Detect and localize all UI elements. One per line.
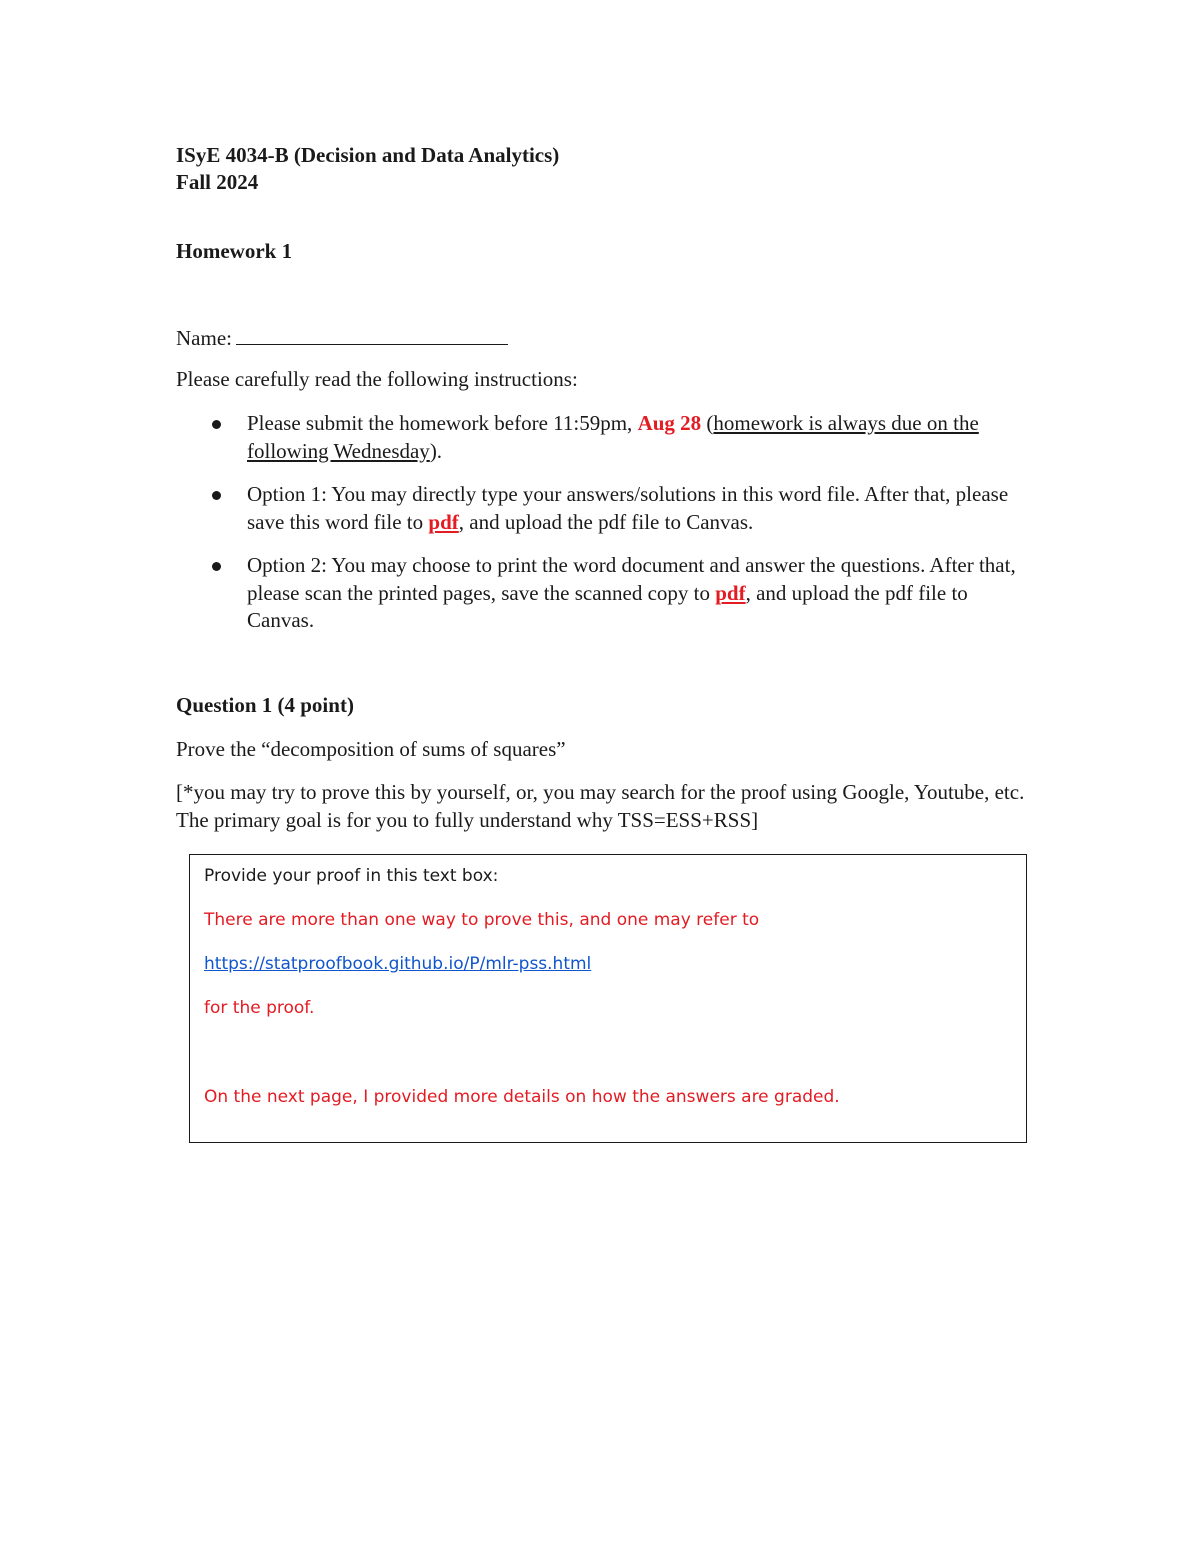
grading-note: On the next page, I provided more details on how the answers are graded. — [204, 1087, 840, 1107]
due-note: homework is always due on the following Wednesday — [247, 411, 979, 463]
instruction-item-option-1 — [176, 481, 1026, 536]
proof-box-heading: Provide your proof in this text box: — [204, 866, 499, 886]
question-prompt: Prove the “decomposition of sums of squares” — [176, 737, 566, 761]
term-label: Fall 2024 — [176, 170, 259, 194]
instructions-intro: Please carefully read the following instructions: — [176, 367, 578, 391]
bullet-icon — [212, 420, 221, 429]
homework-title: Homework 1 — [176, 239, 293, 263]
course-header — [176, 142, 559, 196]
proof-hint-line-2: for the proof. — [204, 998, 315, 1018]
question-title: Question 1 (4 point) — [176, 693, 354, 717]
instruction-text: , and upload the pdf file to Canvas. — [458, 509, 754, 534]
instruction-text: ). — [429, 438, 443, 463]
name-blank-line[interactable] — [236, 324, 508, 345]
pdf-emphasis: pdf — [428, 509, 459, 534]
proof-text-box[interactable] — [189, 854, 1027, 1143]
bullet-icon — [212, 491, 221, 500]
bullet-icon — [212, 562, 221, 571]
instruction-text: , and upload the pdf file to Canvas. — [247, 580, 968, 632]
pdf-emphasis: pdf — [715, 580, 746, 605]
instruction-item-deadline — [176, 410, 1026, 465]
proof-reference-link[interactable]: https://statproofbook.github.io/P/mlr-pss.html — [204, 954, 592, 974]
proof-hint-line: There are more than one way to prove this, and one may refer to — [204, 910, 760, 930]
instruction-text: ( — [701, 411, 714, 435]
due-date: Aug 28 — [637, 411, 702, 435]
name-label: Name: — [176, 326, 232, 350]
instruction-text: Option 2: You may choose to print the word document and answer the questions. After that, please scan the printed pages, save the scanned copy to — [247, 553, 1016, 605]
name-field-row — [176, 324, 508, 352]
question-note: [*you may try to prove this by yourself, or, you may search for the proof using Google, Youtube, etc. The primary goal is for you to fully understand why TSS=ESS+RSS] — [176, 780, 1025, 832]
instruction-text: Option 1: You may directly type your answers/solutions in this word file. After that, please save this word file to — [247, 482, 1009, 534]
instruction-text: Please submit the homework before 11:59pm, — [247, 411, 638, 435]
instruction-list — [176, 410, 1026, 651]
instruction-item-option-2 — [176, 552, 1026, 635]
course-title: ISyE 4034-B (Decision and Data Analytics) — [176, 143, 560, 167]
